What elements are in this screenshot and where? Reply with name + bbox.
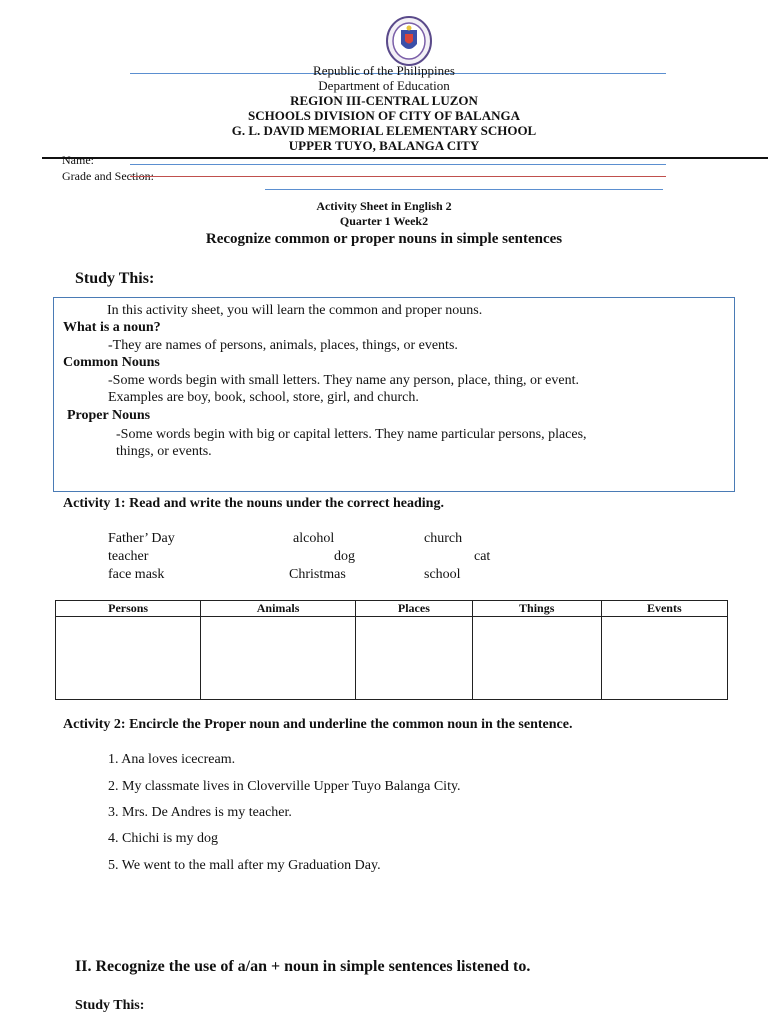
- noun-definition: -They are names of persons, animals, places, things, or events.: [108, 338, 458, 353]
- answer-cell-places[interactable]: [355, 617, 472, 700]
- proper-nouns-definition: -Some words begin with big or capital letters. They name particular persons, places,: [116, 427, 587, 442]
- word-item: face mask: [108, 567, 165, 582]
- common-nouns-definition: -Some words begin with small letters. They name any person, place, thing, or event.: [108, 373, 579, 388]
- department-line: Department of Education: [318, 78, 450, 93]
- section2-title: II. Recognize the use of a/an + noun in simple sentences listened to.: [75, 958, 531, 975]
- heading-animals: Animals: [201, 601, 356, 617]
- heading-events: Events: [601, 601, 727, 617]
- noun-question: What is a noun?: [63, 320, 161, 335]
- activity-sheet-title: Activity Sheet in English 2: [316, 199, 452, 213]
- answer-cell-persons[interactable]: [56, 617, 201, 700]
- name-field[interactable]: [130, 164, 666, 165]
- proper-nouns-definition-cont: things, or events.: [116, 444, 212, 459]
- grade-section-label: Grade and Section:: [62, 169, 154, 183]
- grade-section-field[interactable]: [130, 176, 666, 177]
- deped-seal: [374, 14, 444, 70]
- school-line: G. L. DAVID MEMORIAL ELEMENTARY SCHOOL: [231, 123, 537, 138]
- division-line: SCHOOLS DIVISION OF CITY OF BALANGA: [248, 108, 520, 123]
- word-item: Christmas: [289, 567, 346, 582]
- word-item: school: [424, 567, 461, 582]
- common-nouns-heading: Common Nouns: [63, 355, 160, 370]
- header-divider: [42, 157, 768, 159]
- blank-rule: [265, 189, 663, 190]
- heading-things: Things: [472, 601, 601, 617]
- word-item: alcohol: [293, 531, 335, 546]
- sentence-item: 1. Ana loves icecream.: [108, 752, 236, 767]
- sentence-item: 3. Mrs. De Andres is my teacher.: [108, 805, 292, 820]
- word-item: Father’ Day: [108, 531, 175, 546]
- sentence-item: 2. My classmate lives in Cloverville Upper Tuyo Balanga City.: [108, 779, 461, 794]
- heading-places: Places: [355, 601, 472, 617]
- activity2-instruction: Activity 2: Encircle the Proper noun and underline the common noun in the sentence.: [63, 717, 573, 732]
- republic-line: Republic of the Philippines: [313, 63, 455, 78]
- word-item: cat: [474, 549, 491, 564]
- region-line: REGION III-CENTRAL LUZON: [290, 93, 478, 108]
- activity1-instruction: Activity 1: Read and write the nouns under the correct heading.: [63, 496, 444, 511]
- word-item: dog: [334, 549, 355, 564]
- nouns-table: [55, 600, 728, 700]
- quarter-title: Quarter 1 Week2: [339, 214, 429, 228]
- objective-title: Recognize common or proper nouns in simple sentences: [205, 231, 563, 247]
- common-nouns-examples: Examples are boy, book, school, store, girl, and church.: [108, 390, 419, 405]
- word-item: church: [424, 531, 463, 546]
- answer-cell-events[interactable]: [601, 617, 727, 700]
- section2-study-this: Study This:: [75, 998, 145, 1013]
- name-label: Name:: [62, 153, 94, 167]
- proper-nouns-heading: Proper Nouns: [67, 408, 151, 423]
- study-this-heading: Study This:: [75, 270, 155, 287]
- answer-cell-animals[interactable]: [201, 617, 356, 700]
- sentence-item: 4. Chichi is my dog: [108, 831, 219, 846]
- heading-persons: Persons: [56, 601, 201, 617]
- sentence-item: 5. We went to the mall after my Graduation Day.: [108, 858, 381, 873]
- lesson-intro: In this activity sheet, you will learn the common and proper nouns.: [107, 303, 483, 318]
- answer-cell-things[interactable]: [472, 617, 601, 700]
- address-line: UPPER TUYO, BALANGA CITY: [288, 138, 480, 153]
- word-item: teacher: [108, 549, 149, 564]
